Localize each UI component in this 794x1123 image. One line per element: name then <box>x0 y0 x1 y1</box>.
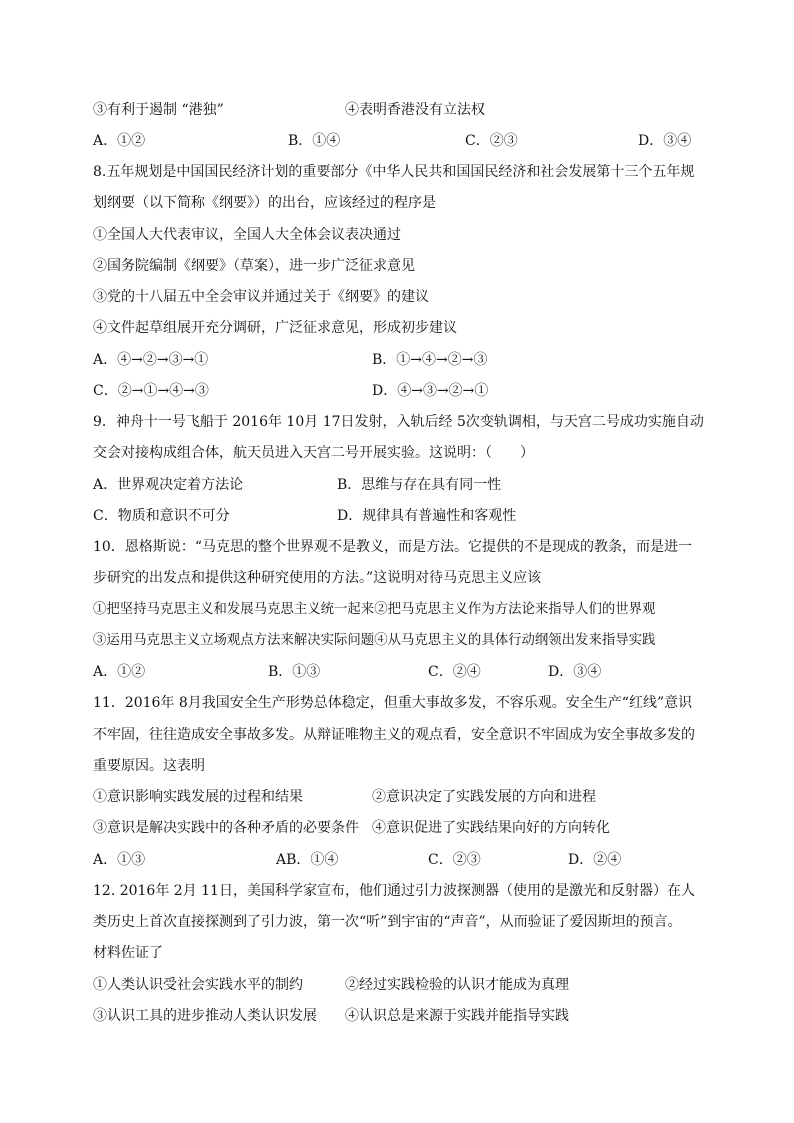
q9-choice-c: C．物质和意识不可分 <box>93 508 230 524</box>
q8-choice-b: B．①→④→②→③ <box>372 352 488 368</box>
q10-choice-d: D．③④ <box>548 664 602 680</box>
q9-stem-line-2: 交会对接构成组合体，航天员进入天宫二号开展实验。这说明：（ ） <box>93 445 534 461</box>
q11-stem-line-2: 不牢固，往往造成安全事故多发。从辩证唯物主义的观点看，安全意识不牢固成为安全事故多发的 <box>93 727 695 743</box>
q12-stem-line-3: 材料佐证了 <box>93 945 163 961</box>
q7-choice-a: A．①② <box>93 133 146 149</box>
q12-item-4: ④认识总是来源于实践并能指导实践 <box>345 1008 569 1024</box>
q10-choice-b: B．①③ <box>268 664 321 680</box>
q8-stem-line-2: 划纲要（以下简称《纲要》）的出台，应该经过的程序是 <box>93 195 436 211</box>
q9-choice-b: B．思维与存在具有同一性 <box>337 477 502 493</box>
q11-choice-a: A．①③ <box>93 852 146 868</box>
q8-choice-d: D．④→③→②→① <box>372 383 489 399</box>
q11-choice-b: AB．①④ <box>276 852 339 868</box>
q8-item-4: ④文件起草组展开充分调研，广泛征求意见，形成初步建议 <box>93 320 457 336</box>
q11-stem-line-1: 11．2016年 8月我国安全生产形势总体稳定，但重大事故多发，不容乐观。安全生产“红线”意识 <box>93 695 693 711</box>
q11-item-4: ④意识促进了实践结果向好的方向转化 <box>372 820 610 836</box>
q10-choice-a: A．①② <box>93 664 146 680</box>
q11-item-3: ③意识是解决实践中的各种矛盾的必要条件 <box>93 820 359 836</box>
q8-item-1: ①全国人大代表审议，全国人大全体会议表决通过 <box>93 227 401 243</box>
q8-item-3: ③党的十八届五中全会审议并通过关于《纲要》的建议 <box>93 289 429 305</box>
q9-choice-d: D．规律具有普遍性和客观性 <box>337 508 517 524</box>
q10-stem-line-1: 10．恩格斯说：“马克思的整个世界观不是教义，而是方法。它提供的不是现成的教条，而是进一 <box>93 539 692 555</box>
q11-choice-c: C．②③ <box>428 852 481 868</box>
q11-stem-line-3: 重要原因。这表明 <box>93 758 205 774</box>
q8-item-2: ②国务院编制《纲要》（草案），进一步广泛征求意见 <box>93 258 415 274</box>
q11-item-2: ②意识决定了实践发展的方向和进程 <box>372 789 596 805</box>
q12-stem-line-2: 类历史上首次直接探测到了引力波，第一次“听”到宇宙的“声音”，从而验证了爱因斯坦的预言。 <box>93 914 682 930</box>
q10-stem-line-2: 步研究的出发点和提供这种研究使用的方法。”这说明对待马克思主义应该 <box>93 570 542 586</box>
q8-choice-c: C．②→①→④→③ <box>93 383 209 399</box>
q8-stem-line-1: 8.五年规划是中国国民经济计划的重要部分《中华人民共和国国民经济和社会发展第十三个五年规 <box>93 164 695 180</box>
q11-item-1: ①意识影响实践发展的过程和结果 <box>93 789 303 805</box>
q7-option-3: ③有利于遏制 “港独” <box>93 102 224 118</box>
q7-choice-b: B．①④ <box>288 133 341 149</box>
q7-choice-d: D．③④ <box>638 133 692 149</box>
q9-stem-line-1: 9．神舟十一号飞船于 2016年 10月 17日发射，入轨后经 5次变轨调相，与天宫二号成功实施自动 <box>93 414 704 430</box>
q12-item-2: ②经过实践检验的认识才能成为真理 <box>345 977 569 993</box>
q12-stem-line-1: 12. 2016年 2月 11日，美国科学家宣布，他们通过引力波探测器（使用的是激光和反射器）在人 <box>93 883 695 899</box>
q9-choice-a: A．世界观决定着方法论 <box>93 477 244 493</box>
q12-item-3: ③认识工具的进步推动人类认识发展 <box>93 1008 317 1024</box>
q12-item-1: ①人类认识受社会实践水平的制约 <box>93 977 303 993</box>
q8-choice-a: A．④→②→③→① <box>93 352 209 368</box>
q10-items-line-2: ③运用马克思主义立场观点方法来解决实际问题④从马克思主义的具体行动纲领出发来指导实践 <box>93 633 656 648</box>
q11-choice-d: D．②④ <box>568 852 622 868</box>
q10-choice-c: C．②④ <box>428 664 481 680</box>
q10-items-line-1: ①把坚持马克思主义和发展马克思主义统一起来②把马克思主义作为方法论来指导人们的世界观 <box>93 602 656 617</box>
q7-option-4: ④表明香港没有立法权 <box>345 102 485 118</box>
q7-choice-c: C．②③ <box>465 133 518 149</box>
